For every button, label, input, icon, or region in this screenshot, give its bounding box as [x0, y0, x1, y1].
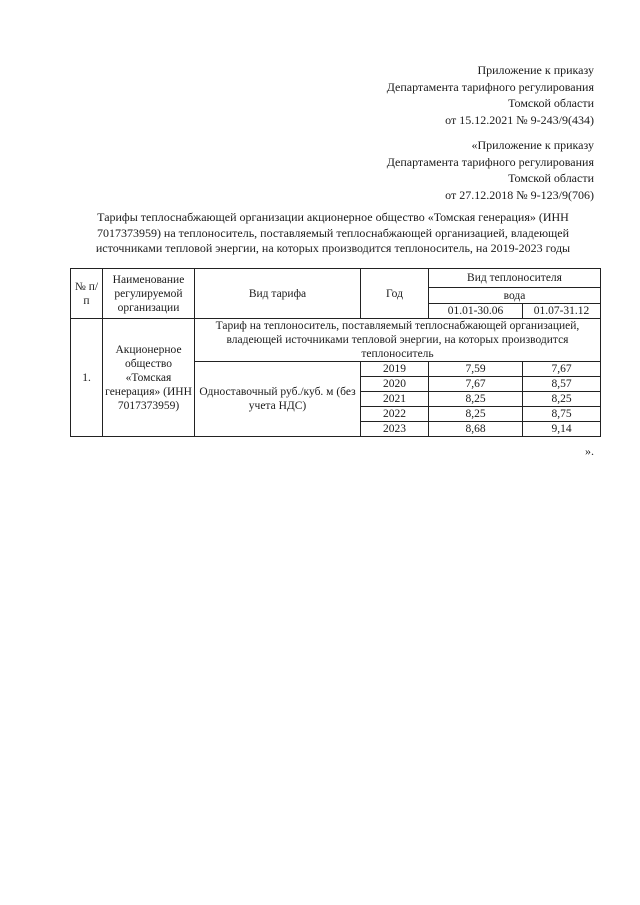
value-cell: 8,25 [429, 407, 523, 422]
row-number: 1. [71, 319, 103, 437]
document-title: Тарифы теплоснабжающей организации акционерное общество «Томская генерация» (ИНН 7017373959) на теплоноситель, поставляемый теплоснабжающей организацией, владеющей источниками тепловой энергии, на которых производится теплоноситель, на 2019-2023 годы [95, 210, 571, 255]
header-carrier: вода [429, 288, 601, 304]
appendix-header-current [387, 62, 594, 128]
value-cell: 8,25 [429, 392, 523, 407]
header-line: Приложение к приказу [477, 63, 594, 77]
value-cell: 7,67 [429, 377, 523, 392]
year-cell: 2021 [361, 392, 429, 407]
value-cell: 8,75 [523, 407, 601, 422]
value-cell: 8,57 [523, 377, 601, 392]
value-cell: 7,59 [429, 362, 523, 377]
section-note: Тариф на теплоноситель, поставляемый теплоснабжающей организацией, владеющей источниками тепловой энергии, на которых производится теплоноситель [195, 319, 601, 362]
value-cell: 8,68 [429, 422, 523, 437]
header-line: Департамента тарифного регулирования [386, 154, 594, 169]
header-org: Наименование регулируемой организации [103, 269, 195, 319]
header-carrier-type: Вид теплоносителя [429, 269, 601, 288]
header-tariff-type: Вид тарифа [195, 269, 361, 319]
value-cell: 8,25 [523, 392, 601, 407]
header-line: «Приложение к приказу [471, 138, 594, 152]
year-cell: 2020 [361, 377, 429, 392]
header-line: Департамента тарифного регулирования [386, 79, 594, 94]
header-period-1: 01.01-30.06 [429, 304, 523, 319]
year-cell: 2022 [361, 407, 429, 422]
tariff-table [70, 268, 601, 437]
header-line: от 15.12.2021 № 9-243/9(434) [445, 112, 594, 127]
header-line: Томской области [508, 171, 594, 185]
header-line: от 27.12.2018 № 9-123/9(706) [445, 187, 594, 202]
appendix-header-previous [387, 137, 594, 203]
header-line: Томской области [508, 96, 594, 110]
value-cell: 7,67 [523, 362, 601, 377]
header-period-2: 01.07-31.12 [523, 304, 601, 319]
closing-quote: ». [585, 444, 594, 458]
header-num: № п/п [71, 269, 103, 319]
year-cell: 2023 [361, 422, 429, 437]
header-year: Год [361, 269, 429, 319]
year-cell: 2019 [361, 362, 429, 377]
value-cell: 9,14 [523, 422, 601, 437]
organization-name: Акционерное общество «Томская генерация» (ИНН 7017373959) [103, 319, 195, 437]
tariff-name: Одноставочный руб./куб. м (без учета НДС) [195, 362, 361, 437]
